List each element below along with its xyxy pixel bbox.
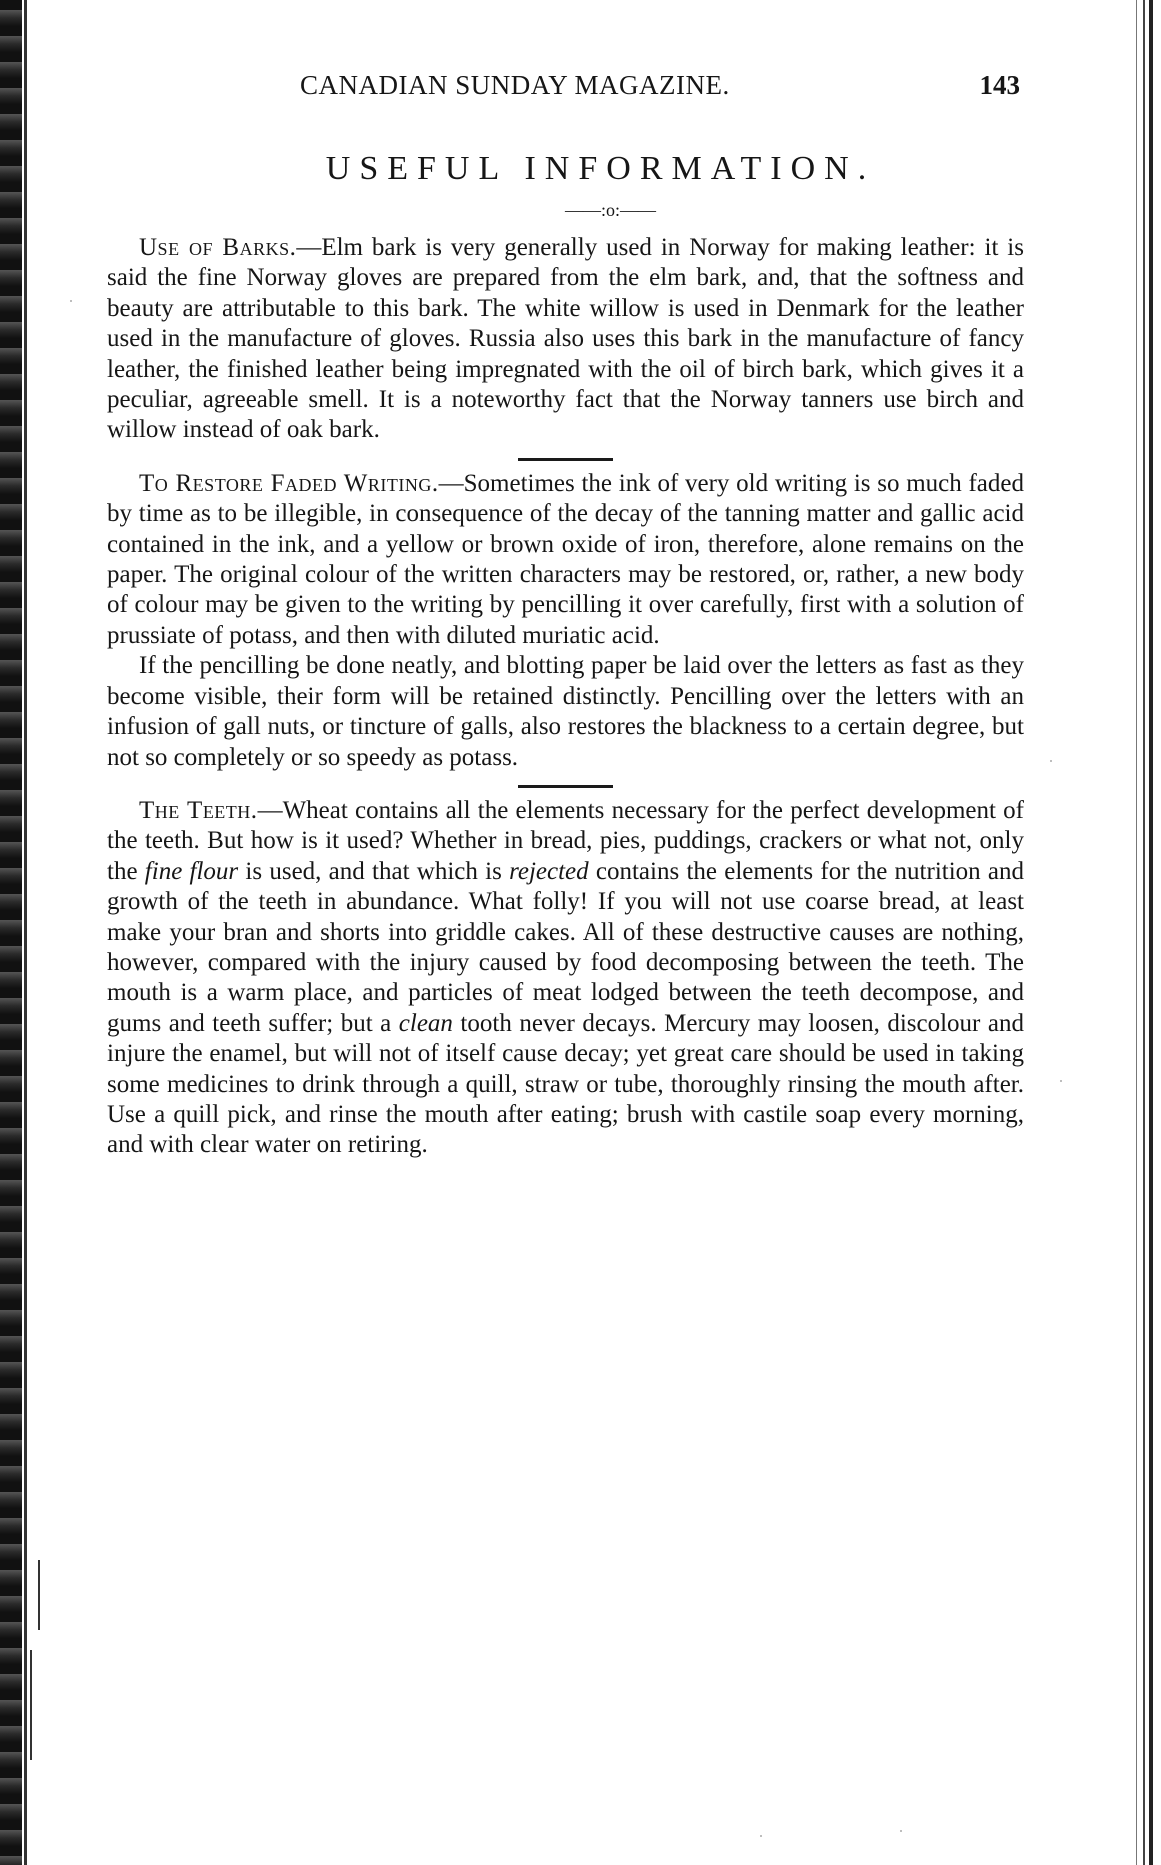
- scan-edge-right-line: [1143, 0, 1145, 1865]
- scan-edge-right: [1149, 0, 1153, 1865]
- heading-barks: Use of Barks.: [139, 234, 297, 261]
- page-header: [300, 70, 1020, 110]
- paragraph-barks: [107, 233, 1024, 446]
- heading-teeth: The Teeth.: [139, 796, 258, 824]
- paragraph-writing-continued: [107, 651, 1024, 773]
- margin-mark: [30, 1650, 32, 1760]
- text-teeth: contains the elements for the nutrition and growth of the teeth in abundance. What folly! If you will not use coarse bread, at least make your bran and shorts into griddle cakes. All of these destructive causes are nothing, however, compared with the injury caused by food decomposing between the teeth. The mouth is a warm place, and particles of meat lodged between the teeth decompose, and gums and teeth suffer; but a: [107, 857, 1025, 1037]
- article-body: [107, 233, 1024, 1161]
- section-divider: [518, 458, 613, 461]
- margin-mark: [38, 1560, 40, 1630]
- title-ornament: ——:o:——: [564, 200, 656, 220]
- scan-speck: [1050, 760, 1052, 762]
- emphasis-fine-flour: fine flour: [144, 857, 239, 885]
- scan-speck: [1060, 1080, 1062, 1082]
- heading-writing: To Restore Faded Writing.: [139, 469, 439, 497]
- scan-edge-left: [0, 0, 22, 1865]
- scan-speck: [70, 300, 72, 302]
- text-teeth: —Wheat contains all the elements necessary for the perfect development of the teeth. But how is it used? Whether in bread, pies, puddings, crackers or what not, only the: [107, 796, 1024, 885]
- running-title: CANADIAN SUNDAY MAGAZINE.: [300, 70, 730, 100]
- page-number: 143: [979, 70, 1020, 100]
- text-teeth: is used, and that which is: [238, 857, 510, 885]
- text-writing: —Sometimes the ink of very old writing is so much faded by time as to be illegible, in consequence of the decay of the tanning matter and gallic acid contained in the ink, and a yellow or brown oxide of iron, therefore, alone remains on the paper. The original colour of the written characters may be restored, or, rather, a new body of colour may be given to the writing by pencilling it over carefully, first with a solution of prussiate of potass, and then with diluted muriatic acid.: [107, 469, 1024, 649]
- scan-speck: [900, 1830, 902, 1832]
- section-divider: [518, 785, 613, 788]
- scan-speck: [760, 1835, 762, 1837]
- text-barks: —Elm bark is very generally used in Norway for making leather: it is said the fine Norway gloves are prepared from the elm bark, and, that the softness and beauty are attributable to this bark. The white willow is used in Denmark for the leather used in the manufacture of gloves. Russia also uses this bark in the manufacture of fancy leather, the finished leather being impregnated with the oil of birch bark, which gives it a peculiar, agreeable smell. It is a noteworthy fact that the Norway tanners use birch and willow instead of oak bark.: [107, 234, 1024, 444]
- text-writing-continued: If the pencilling be done neatly, and blotting paper be laid over the letters as fast as they become visible, their form will be retained distinctly. Pencilling over the letters with an infusion of gall nuts, or tincture of galls, also restores the blackness to a certain degree, but not so completely or so speedy as potass.: [107, 652, 1024, 771]
- paragraph-teeth: [107, 796, 1024, 1161]
- scan-edge-right-hairline: [1136, 0, 1137, 1865]
- paragraph-writing: [107, 469, 1024, 651]
- section-title: USEFUL INFORMATION.: [325, 150, 876, 187]
- scan-edge-left-line: [24, 0, 27, 1865]
- emphasis-rejected: rejected: [509, 857, 589, 885]
- emphasis-clean: clean: [398, 1009, 453, 1037]
- text-teeth: tooth never decays. Mercury may loosen, discolour and injure the enamel, but will not of itself cause decay; yet great care should be used in taking some medicines to drink through a quill, straw or tube, thoroughly rinsing the mouth after. Use a quill pick, and rinse the mouth after eating; brush with castile soap every morning, and with clear water on retiring.: [107, 1009, 1024, 1159]
